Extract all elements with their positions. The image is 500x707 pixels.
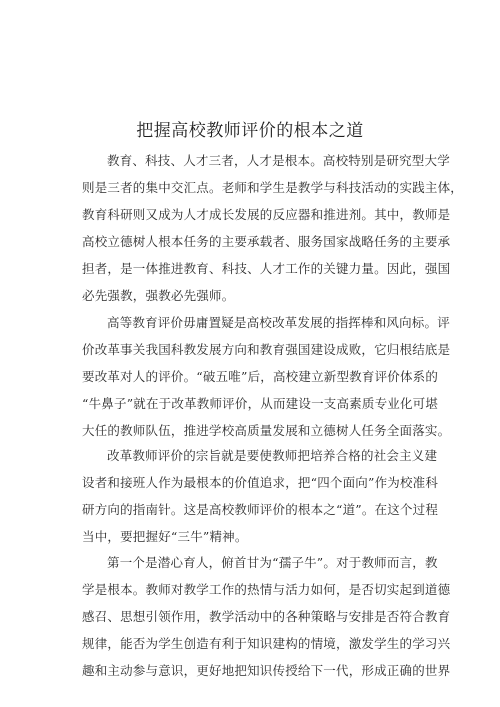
paragraph-line: “牛鼻子”就在于改革教师评价，从而建设一支高素质专业化可堪 <box>82 396 439 411</box>
paragraph-line: 当中，要把握好“三牛”精神。 <box>82 529 248 544</box>
paragraph-line: 教育、科技、人才三者，人才是根本。高校特别是研究型大学 <box>107 153 450 168</box>
paragraph-line: 要改革对人的评价。“破五唯”后，高校建立新型教育评价体系的 <box>82 369 439 384</box>
paragraph-3 <box>82 442 439 550</box>
paragraph-line: 感召、思想引领作用，教学活动中的各种策略与安排是否符合教育 <box>82 609 451 624</box>
paragraph-4 <box>82 549 451 684</box>
paragraph-line: 高校立德树人根本任务的主要承载者、服务国家战略任务的主要承 <box>82 234 451 249</box>
paragraph-line: 规律，能否为学生创造有利于知识建构的情境，激发学生的学习兴 <box>82 636 451 651</box>
paragraph-line: 研方向的指南针。这是高校教师评价的根本之“道”。在这个过程 <box>82 502 439 517</box>
paragraph-line: 必先强教，强教必先强师。 <box>82 288 235 303</box>
paragraph-line: 价改革事关我国科教发展方向和教育强国建设成败，它归根结底是 <box>82 342 451 357</box>
paragraph-line: 第一个是潜心育人，俯首甘为“孺子牛”。对于教师而言，教 <box>107 555 438 570</box>
paragraph-line: 趣和主动参与意识，更好地把知识传授给下一代，形成正确的世界 <box>82 663 451 678</box>
paragraph-line: 设者和接班人作为最根本的价值追求，把“四个面向”作为校准科 <box>82 475 439 490</box>
paragraph-line: 担者，是一体推进教育、科技、人才工作的关键力量。因此，强国 <box>82 261 451 276</box>
paragraph-line: 高等教育评价毋庸置疑是高校改革发展的指挥棒和风向标。评 <box>107 315 450 330</box>
paragraph-line: 则是三者的集中交汇点。老师和学生是教学与科技活动的实践主体， <box>82 180 464 195</box>
document-title: 把握高校教师评价的根本之道 <box>136 121 364 141</box>
paragraph-line: 大任的教师队伍，推进学校高质量发展和立德树人任务全面落实。 <box>82 423 451 438</box>
paragraph-2 <box>82 309 451 444</box>
paragraph-line: 改革教师评价的宗旨就是要使教师把培养合格的社会主义建 <box>107 448 438 463</box>
paragraph-line: 学是根本。教师对教学工作的热情与活力如何，是否切实起到道德 <box>82 582 451 597</box>
paragraph-1 <box>82 147 464 309</box>
paragraph-line: 教育科研则又成为人才成长发展的反应器和推进剂。其中，教师是 <box>82 207 451 222</box>
